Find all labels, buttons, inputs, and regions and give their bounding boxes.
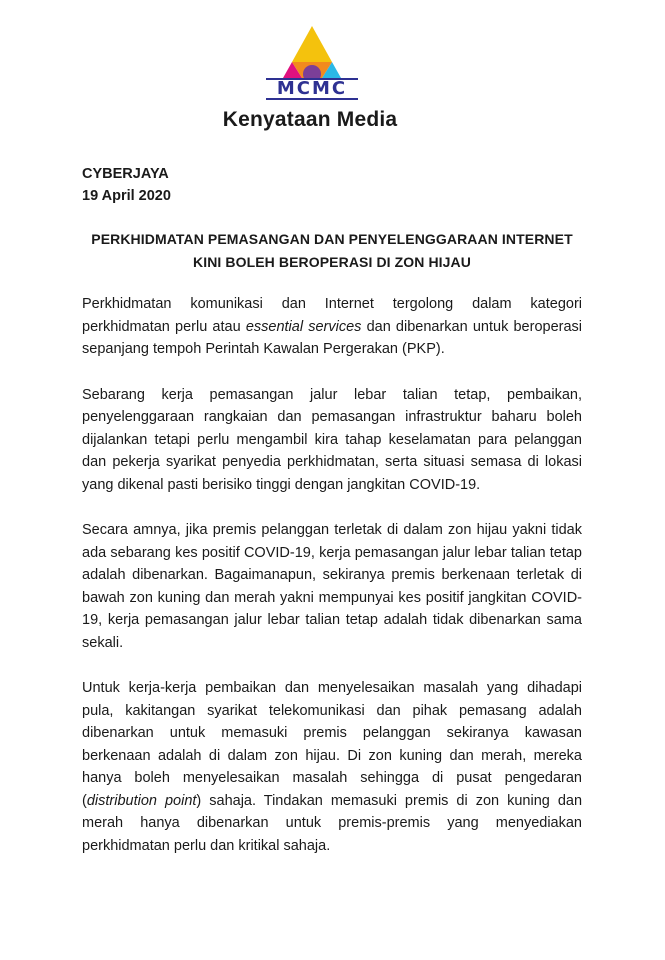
logo-triangle-yellow: [292, 26, 332, 62]
logo-wordmark: MCMC: [266, 78, 358, 100]
paragraph-1: [82, 293, 582, 361]
subject-line-2: KINI BOLEH BEROPERASI DI ZON HIJAU: [193, 254, 471, 270]
subject-line-1: PERKHIDMATAN PEMASANGAN DAN PENYELENGGARAAN INTERNET: [91, 231, 573, 247]
paragraph-4-part-b: ) sahaja. Tindakan memasuki premis di zon kuning dan merah hanya dibenarkan untuk premis-premis yang menyediakan perkhidmatan perlu dan kritikal sahaja.: [82, 792, 583, 854]
paragraph-3: Secara amnya, jika premis pelanggan terletak di dalam zon hijau yakni tidak ada sebarang kes positif COVID-19, kerja pemasangan jalur lebar talian tetap adalah dibenarkan. Bagaimanapun, sekiranya premis berkenaan terletak di bawah zon kuning dan merah yakni mempunyai kes positif jangkitan COVID-19, kerja pemasangan jalur lebar talian tetap adalah tidak dibenarkan sama sekali.: [82, 522, 582, 651]
subject-title: [82, 228, 582, 274]
paragraph-4-emphasis: distribution point: [86, 792, 197, 809]
paragraph-1-part-b: dan dibenarkan untuk beroperasi sepanjang tempoh Perintah Kawalan Pergerakan (PKP).: [82, 318, 583, 357]
paragraph-1-part-a: Perkhidmatan komunikasi dan Internet tergolong dalam kategori perkhidmatan perlu atau: [82, 296, 582, 335]
paragraph-1-emphasis: essential services: [245, 318, 362, 335]
date: 19 April 2020: [82, 188, 171, 204]
location: CYBERJAYA: [82, 166, 169, 182]
heading-text: Kenyataan Media: [222, 108, 398, 131]
paragraph-2: Sebarang kerja pemasangan jalur lebar talian tetap, pembaikan, penyelenggaraan rangkaian dan pemasangan infrastruktur baharu boleh dijalankan tetapi perlu mengambil kira tahap keselamatan para pelanggan dan pekerja syarikat penyedia perkhidmatan, serta situasi semasa di lokasi yang dikenal pasti berisiko tinggi dengan jangkitan COVID-19.: [82, 386, 582, 493]
paragraph-4: [82, 677, 582, 857]
statement-body: [82, 293, 582, 880]
page-heading: [0, 108, 620, 132]
paragraph-4-part-a: Untuk kerja-kerja pembaikan dan menyelesaikan masalah yang dihadapi pula, kakitangan syarikat telekomunikasi dan pihak pemasang adalah dibenarkan untuk memasuki premis pelanggan sekiranya kawasan berkenaan adalah di dalam zon hijau. Di zon kuning dan merah, mereka hanya boleh menyelesaikan masalah sehingga di pusat pengedaran (: [82, 680, 582, 809]
mcmc-logo: [264, 22, 360, 100]
dateline: [82, 163, 171, 207]
